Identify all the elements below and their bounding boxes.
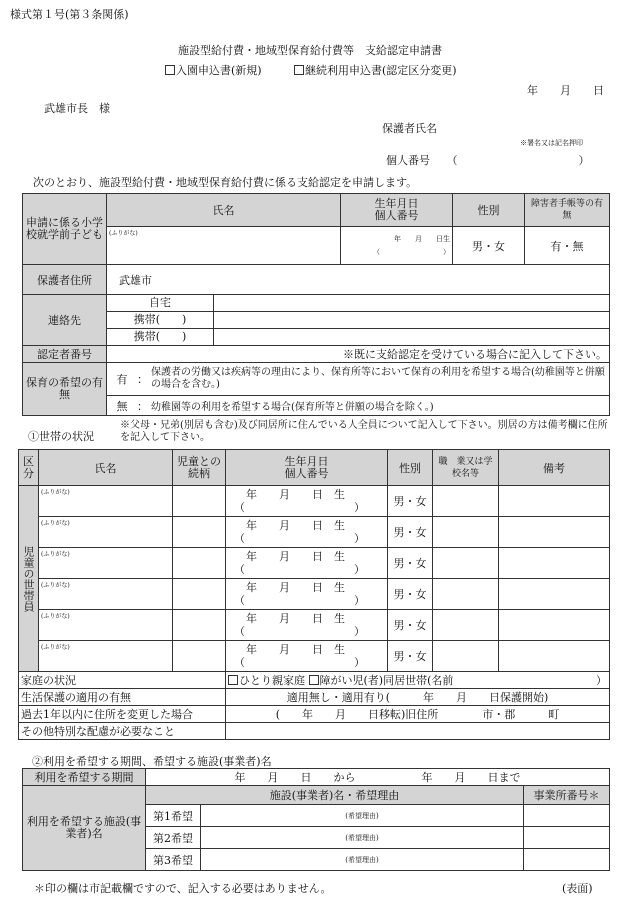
member-relation-field[interactable] bbox=[173, 610, 226, 641]
member-relation-field[interactable] bbox=[173, 486, 226, 517]
welfare-label: 生活保護の適用の有無 bbox=[19, 689, 226, 706]
member-remarks-field[interactable] bbox=[499, 517, 610, 548]
member-birth-field[interactable]: 年 月 日 生 （ ） bbox=[226, 486, 388, 517]
continue-checkbox[interactable] bbox=[294, 65, 304, 75]
desire-yes-text: 保護者の労働又は疾病等の理由により、保育所等において保育の利用を希望する場合(幼稚園等と併願の場合を含む。) bbox=[151, 367, 605, 390]
desire-field[interactable]: 有 ： 保護者の労働又は疾病等の理由により、保育所等において保育の利用を希望する場合(幼稚園等と併願の場合を含む。) 無 ： 幼稚園等の利用を希望する場合(保育所等と併願の場合を除く。) bbox=[107, 363, 610, 416]
child-birth-field[interactable]: 年 月 日生 （ ） bbox=[341, 227, 453, 265]
period-label: 利用を希望する期間 bbox=[23, 769, 146, 786]
choice-1-field[interactable]: (希望理由) bbox=[201, 805, 524, 827]
disability-header-cell: 障害者手帳等の有無 bbox=[525, 194, 610, 227]
child-name-field[interactable]: (ふりがな) bbox=[107, 227, 341, 265]
member-relation-field[interactable] bbox=[173, 641, 226, 672]
child-disability-field[interactable]: 有・無 bbox=[525, 227, 610, 265]
h-gender: 性別 bbox=[388, 450, 433, 486]
form-number: 様式第１号(第３条関係) bbox=[10, 8, 129, 21]
household-member-row[interactable] bbox=[19, 486, 610, 517]
member-birth-field[interactable]: 年 月 日 生 （ ） bbox=[226, 641, 388, 672]
form-title: 施設型給付費・地域型保育給付費等 支給認定申請書 bbox=[178, 44, 442, 57]
h-relation: 児童との続柄 bbox=[173, 450, 226, 486]
member-birth-field[interactable]: 年 月 日 生 （ ） bbox=[226, 579, 388, 610]
contact-mobile2-row[interactable] bbox=[107, 329, 610, 346]
member-job-field[interactable] bbox=[433, 517, 499, 548]
contact-home-row[interactable] bbox=[107, 295, 610, 312]
disabled-child-checkbox[interactable] bbox=[309, 675, 319, 685]
special-field[interactable] bbox=[226, 723, 610, 740]
member-remarks-field[interactable] bbox=[499, 486, 610, 517]
usage-title: ②利用を希望する期間、希望する施設(事業者)名 bbox=[32, 755, 272, 768]
option-continue[interactable]: 継続利用申込書(認定区分変更) bbox=[294, 62, 457, 78]
family-field[interactable]: ひとり親家庭 障がい児(者)同居世帯(名前 ） bbox=[226, 672, 610, 689]
mobile2-label: 携帯( ) bbox=[107, 329, 214, 345]
single-parent-checkbox[interactable] bbox=[228, 675, 238, 685]
member-label: 児童の世帯員 bbox=[19, 486, 39, 672]
household-note: ※父母・兄弟(別居も含む)及び同居所に住んでいる人全員について記入して下さい。別居の方は備考欄に住所を記入して下さい。 bbox=[120, 420, 608, 443]
household-member-row[interactable] bbox=[19, 610, 610, 641]
household-member-row[interactable] bbox=[19, 517, 610, 548]
seal-note: ※署名又は記名押印 bbox=[520, 139, 583, 147]
application-date: 年 月 日 bbox=[527, 84, 604, 97]
addressee: 武雄市長 様 bbox=[44, 102, 110, 115]
h-remarks: 備考 bbox=[499, 450, 610, 486]
household-title: ①世帯の状況 bbox=[28, 430, 94, 443]
choice-3-label: 第3希望 bbox=[146, 849, 201, 871]
member-job-field[interactable] bbox=[433, 548, 499, 579]
member-remarks-field[interactable] bbox=[499, 610, 610, 641]
h-birth: 生年月日 個人番号 bbox=[226, 450, 388, 486]
member-birth-field[interactable]: 年 月 日 生 （ ） bbox=[226, 517, 388, 548]
desire-label: 保育の希望の有無 bbox=[23, 363, 107, 416]
desire-yes[interactable]: 有 bbox=[116, 373, 128, 386]
desire-no[interactable]: 無 bbox=[116, 399, 128, 413]
choice-2-field[interactable]: (希望理由) bbox=[201, 827, 524, 849]
h-kubun: 区分 bbox=[19, 450, 39, 486]
special-label: その他特別な配慮が必要なこと bbox=[19, 723, 226, 740]
office-no-header: 事業所番号＊ bbox=[524, 786, 610, 805]
contact-label: 連絡先 bbox=[23, 295, 107, 346]
choice-2-office-no bbox=[524, 827, 610, 849]
applicant-table-main bbox=[22, 193, 610, 416]
cert-label: 認定者番号 bbox=[23, 346, 107, 363]
household-member-row[interactable] bbox=[19, 548, 610, 579]
intro-text: 次のとおり、施設型給付費・地域型保育給付費に係る支給認定を申請します。 bbox=[33, 176, 418, 189]
member-name-field[interactable]: (ふりがな) bbox=[39, 548, 173, 579]
h-name: 氏名 bbox=[39, 450, 173, 486]
name-header-cell: 氏名 bbox=[107, 194, 341, 227]
facility-label: 利用を希望する施設(事業者)名 bbox=[23, 786, 146, 871]
household-table bbox=[18, 449, 610, 740]
member-relation-field[interactable] bbox=[173, 579, 226, 610]
member-relation-field[interactable] bbox=[173, 548, 226, 579]
contact-mobile1-row[interactable] bbox=[107, 312, 610, 329]
member-birth-field[interactable]: 年 月 日 生 （ ） bbox=[226, 610, 388, 641]
choice-1-office-no bbox=[524, 805, 610, 827]
page-side: (表面) bbox=[562, 882, 593, 895]
member-birth-field[interactable]: 年 月 日 生 （ ） bbox=[226, 548, 388, 579]
usage-table bbox=[22, 768, 610, 871]
guardian-name-label: 保護者氏名 bbox=[382, 122, 437, 135]
personal-id-label: 個人番号 （ ） bbox=[386, 154, 590, 167]
member-gender-field[interactable]: 男・女 bbox=[388, 548, 433, 579]
option-new[interactable]: 入園申込書(新規) bbox=[165, 62, 262, 78]
new-checkbox[interactable] bbox=[165, 65, 175, 75]
facility-header: 施設(事業者)名・希望理由 bbox=[146, 786, 524, 805]
address-label: 保護者住所 bbox=[23, 265, 107, 295]
cert-field[interactable]: ※既に支給認定を受けている場合に記入して下さい。 bbox=[107, 346, 610, 363]
choice-3-field[interactable]: (希望理由) bbox=[201, 849, 524, 871]
child-gender-field[interactable]: 男・女 bbox=[453, 227, 525, 265]
birth-header-cell: 生年月日 個人番号 bbox=[341, 194, 453, 227]
choice-2-label: 第2希望 bbox=[146, 827, 201, 849]
h-job: 職 業又は学校名等 bbox=[433, 450, 499, 486]
welfare-field[interactable]: 適用無し・適用有り( 年 月 日保護開始) bbox=[226, 689, 610, 706]
member-name-field[interactable]: (ふりがな) bbox=[39, 579, 173, 610]
home-label: 自宅 bbox=[107, 295, 214, 311]
member-job-field[interactable] bbox=[433, 610, 499, 641]
desire-no-text: 幼稚園等の利用を希望する場合(保育所等と併願の場合を除く。) bbox=[151, 402, 434, 413]
member-name-field[interactable]: (ふりがな) bbox=[39, 486, 173, 517]
member-job-field[interactable] bbox=[433, 486, 499, 517]
member-relation-field[interactable] bbox=[173, 517, 226, 548]
member-job-field[interactable] bbox=[433, 641, 499, 672]
member-gender-field[interactable]: 男・女 bbox=[388, 641, 433, 672]
moved-field[interactable]: ( 年 月 日移転)旧住所 市・郡 町 bbox=[226, 706, 610, 723]
household-member-row[interactable] bbox=[19, 579, 610, 610]
member-name-field[interactable]: (ふりがな) bbox=[39, 517, 173, 548]
choice-1-label: 第1希望 bbox=[146, 805, 201, 827]
footer-note: ＊印の欄は市記載欄ですので、記入する必要はありません。 bbox=[34, 882, 332, 895]
period-field[interactable]: 年 月 日 から 年 月 日まで bbox=[146, 769, 610, 786]
choice-3-office-no bbox=[524, 849, 610, 871]
moved-label: 過去1年以内に住所を変更した場合 bbox=[19, 706, 226, 723]
member-gender-field[interactable]: 男・女 bbox=[388, 610, 433, 641]
gender-header-cell: 性別 bbox=[453, 194, 525, 227]
member-remarks-field[interactable] bbox=[499, 548, 610, 579]
member-gender-field[interactable]: 男・女 bbox=[388, 579, 433, 610]
member-job-field[interactable] bbox=[433, 579, 499, 610]
household-member-row[interactable] bbox=[19, 641, 610, 672]
member-remarks-field[interactable] bbox=[499, 641, 610, 672]
family-label: 家庭の状況 bbox=[19, 672, 226, 689]
member-name-field[interactable]: (ふりがな) bbox=[39, 641, 173, 672]
address-field[interactable]: 武雄市 bbox=[107, 265, 610, 295]
child-label-cell: 申請に係る小学校就学前子ども bbox=[23, 194, 107, 265]
member-gender-field[interactable]: 男・女 bbox=[388, 517, 433, 548]
member-gender-field[interactable]: 男・女 bbox=[388, 486, 433, 517]
member-remarks-field[interactable] bbox=[499, 579, 610, 610]
mobile1-label: 携帯( ) bbox=[107, 312, 214, 328]
member-name-field[interactable]: (ふりがな) bbox=[39, 610, 173, 641]
